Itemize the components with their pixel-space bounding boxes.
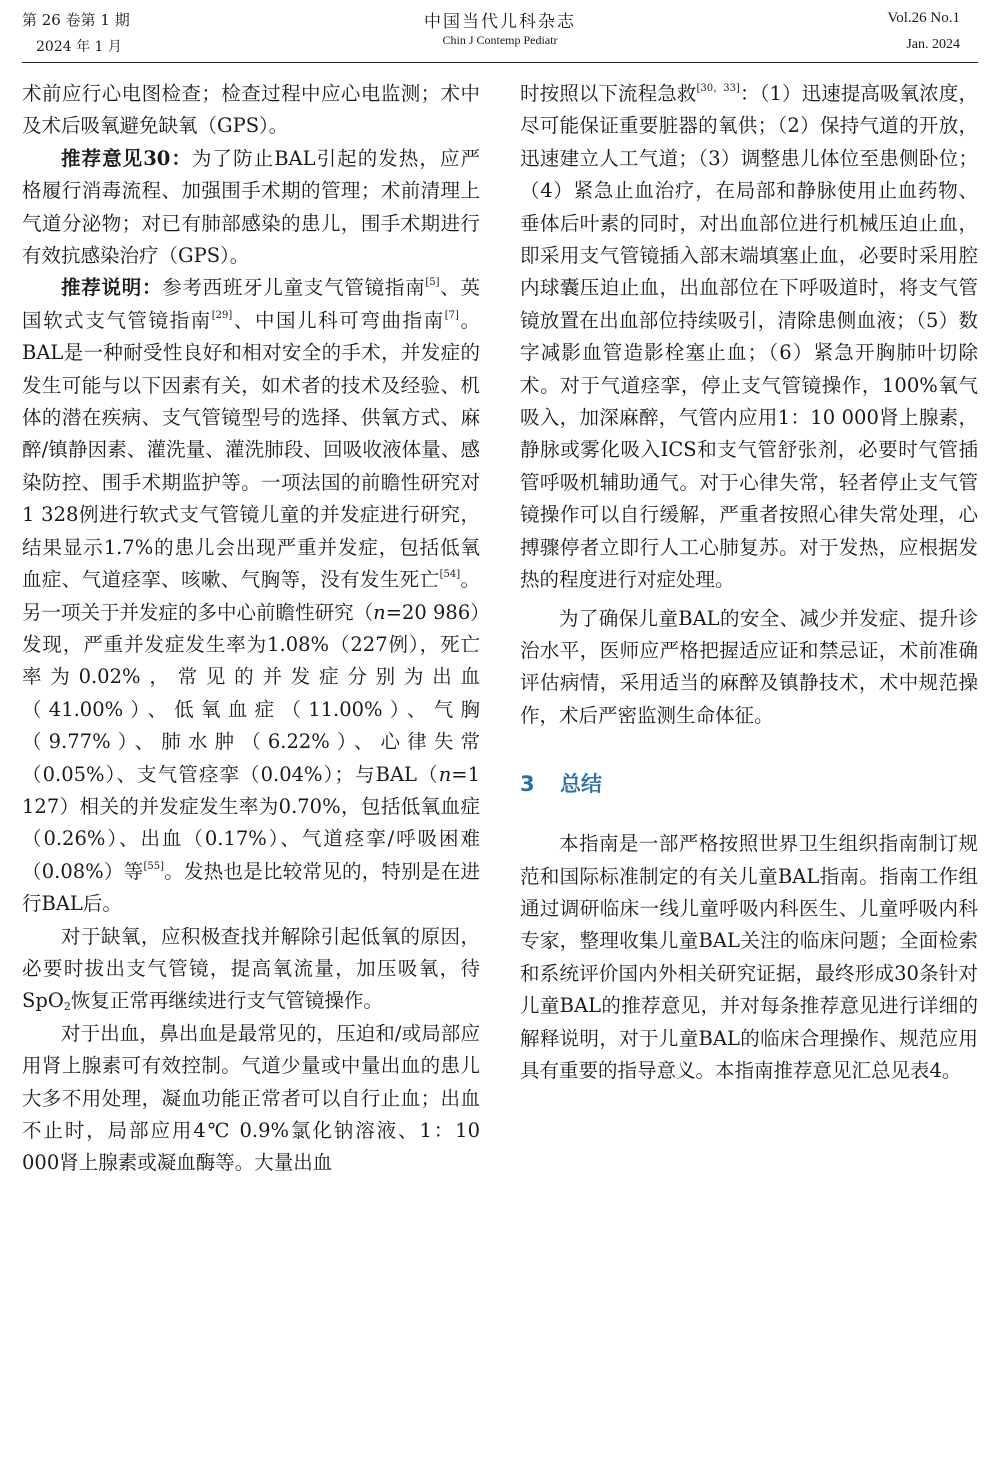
header-rule (22, 62, 978, 63)
expl-text-b: 、英国软式支气管镜指南 (22, 276, 480, 332)
section-title: 总结 (560, 772, 602, 797)
recommendation-explanation (22, 272, 480, 920)
expl-text-n1: =20 986）发现，严重并发症发生率为1.08%（227例），死亡率为0.02%，常见的并发症分别为出血（41.00%）、低氧血症（11.00%）、气胸（9.77%）、肺水肿（6.22%）、心律失常（0.05%）、支气管痉挛（0.04%）；与BAL（ (22, 600, 480, 786)
section-heading (520, 770, 978, 798)
paragraph-bleeding: 对于出血，鼻出血是最常见的，压迫和/或局部应用肾上腺素可有效控制。气道少量或中量出血的患儿大多不用处理，凝血功能正常者可以自行止血；出血不止时，局部应用4℃ 0.9%氯化钠溶液、1：10 000肾上腺素或凝血酶等。大量出血 (22, 1021, 480, 1175)
volume-issue-cn: 第 26 卷第 1 期 (22, 11, 130, 29)
hypoxia-text-a: 对于缺氧，应积极查找并解除引起低氧的原因，必要时拔出支气管镜，提高氧流量，加压吸氧，待SpO (22, 924, 480, 1013)
expl-text-d: 。BAL是一种耐受性良好和相对安全的手术，并发症的发生可能与以下因素有关，如术者的技术及经验、机体的潜在疾病、支气管镜型号的选择、供氧方式、麻醉/镇静因素、灌洗量、灌洗肺段、回吸收液体量、感染防控、围手术期监护等。一项法国的前瞻性研究对1 328例进行软式支气管镜儿童的并发症进行研究，结果显示1.7%的患儿会出现严重并发症，包括低氧血症、气道痉挛、咳嗽、气胸等，没有发生死亡 (22, 308, 480, 592)
journal-title-en: Chin J Contemp Pediatr (442, 33, 558, 47)
citation-54: [54] (439, 569, 461, 581)
journal-title-cn: 中国当代儿科杂志 (424, 12, 576, 32)
citation-29: [29] (211, 309, 233, 321)
recommendation-30 (22, 143, 480, 273)
emergency-text-b: ：（1）迅速提高吸氧浓度，尽可能保证重要脏器的氧供；（2）保持气道的开放，迅速建立人工气道；（3）调整患儿体位至患侧卧位；（4）紧急止血治疗，在局部和静脉使用止血药物、垂体后叶素的同时，对出血部位进行机械压迫止血，即采用支气管镜插入部末端填塞止血，必要时采用腔内球囊压迫止血，出血部位在下呼吸道时，将支气管镜放置在出血部位持续吸引，清除患侧血液；（5）数字减影血管造影栓塞止血；（6）紧急开胸肺叶切除术。对于气道痉挛，停止支气管镜操作，100%氧气吸入，加深麻醉，气管内应用1：10 000肾上腺素，静脉或雾化吸入ICS和支气管舒张剂，必要时气管插管呼吸机辅助通气。对于心律失常，轻者停止支气管镜操作可以自行缓解，严重者按照心律失常处理，心搏骤停者立即行人工心肺复苏。对于发热，应根据发热的程度进行对症处理。 (520, 82, 978, 592)
paragraph-summary: 本指南是一部严格按照世界卫生组织指南制订规范和国际标准制定的有关儿童BAL指南。指南工作组通过调研临床一线儿童呼吸内科医生、儿童呼吸内科专家，整理收集儿童BAL关注的临床问题；全面检索和系统评价国内外相关研究证据，最终形成30条针对儿童BAL的推荐意见，并对每条推荐意见进行详细的解释说明，对于儿童BAL的临床合理操作、规范应用具有重要的指导意义。本指南推荐意见汇总见表4。 (520, 832, 978, 1082)
section-number: 3 (520, 772, 535, 797)
date-cn: 2024 年 1 月 (36, 39, 122, 55)
expl-text-a: 参考西班牙儿童支气管镜指南 (162, 276, 426, 300)
n-variable: n (373, 600, 386, 624)
left-column (22, 78, 480, 1180)
paragraph-safety: 为了确保儿童BAL的安全、减少并发症、提升诊治水平，医师应严格把握适应证和禁忌证，术前准确评估病情，采用适当的麻醉及镇静技术，术中规范操作，术后严密监测生命体征。 (520, 606, 978, 727)
citation-55: [55] (143, 860, 164, 872)
date-en: Jan. 2024 (906, 37, 960, 52)
spo2-subscript: 2 (63, 1000, 71, 1014)
running-header (0, 0, 1000, 64)
paragraph-hypoxia (22, 921, 480, 1018)
paragraph-ecg: 术前应行心电图检查；检查过程中应心电监测；术中及术后吸氧避免缺氧（GPS）。 (22, 82, 480, 138)
rec30-text: 为了防止BAL引起的发热，应严格履行消毒流程、加强围手术期的管理；术前清理上气道分泌物；对已有肺部感染的患儿，围手术期进行有效抗感染治疗（GPS）。 (22, 146, 480, 268)
hypoxia-text-b: 恢复正常再继续进行支气管镜操作。 (70, 989, 383, 1013)
right-column (520, 78, 978, 1087)
expl-text-c: 、中国儿科可弯曲指南 (232, 308, 445, 332)
expl-text-n2: =1 127）相关的并发症发生率为0.70%，包括低氧血症（0.26%）、出血（0.17%）、气道痉挛/呼吸困难（0.08%）等 (22, 762, 480, 883)
citation-5: [5] (425, 277, 440, 289)
explanation-label: 推荐说明： (61, 276, 163, 300)
emergency-text-a: 时按照以下流程急救 (520, 82, 697, 105)
expl-text-e: 。另一项关于并发症的多中心前瞻性研究（ (22, 568, 480, 624)
n-variable: n (438, 762, 452, 786)
volume-issue-en: Vol.26 No.1 (887, 10, 960, 26)
citation-30-33: [30，33] (696, 83, 740, 94)
rec30-label: 推荐意见30： (61, 146, 192, 170)
expl-text-f: 。发热也是比较常见的，特别是在进行BAL后。 (22, 859, 480, 916)
paragraph-emergency (520, 78, 978, 597)
citation-7: [7] (444, 309, 459, 321)
